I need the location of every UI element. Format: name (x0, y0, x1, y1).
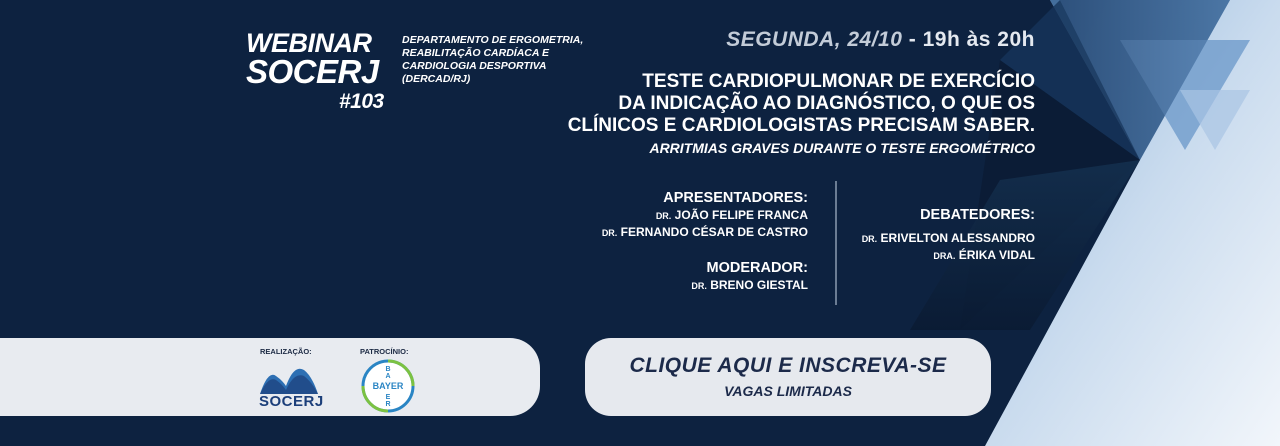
title-line: TESTE CARDIOPULMONAR DE EXERCÍCIO (642, 71, 1035, 92)
person-title: DR. (601, 228, 618, 238)
person-title: DR. (691, 281, 707, 291)
webinar-title-line1: WEBINAR (246, 28, 372, 58)
debaters-column (862, 206, 1035, 264)
title-line: CLÍNICOS E CARDIOLOGISTAS PRECISAM SABER. (567, 115, 1035, 136)
column-divider (835, 181, 837, 305)
svg-text:A: A (385, 373, 391, 380)
title-line: DA INDICAÇÃO AO DIAGNÓSTICO, O QUE OS (618, 93, 1035, 114)
presenter-name (602, 207, 808, 224)
socerj-logo-text: SOCERJ (259, 393, 324, 410)
person-name: ÉRIKA VIDAL (958, 248, 1035, 262)
department-line: REABILITAÇÃO CARDÍACA E (402, 47, 549, 59)
bayer-horizontal-word: BAYER (372, 381, 404, 391)
event-time: - 19h às 20h (908, 28, 1035, 51)
webinar-title-line2: SOCERJ (246, 53, 379, 90)
person-name: ERIVELTON ALESSANDRO (880, 231, 1035, 245)
realizacao-label: REALIZAÇÃO: (260, 347, 312, 356)
debater-name (862, 247, 1035, 264)
person-title: DRA. (933, 251, 956, 261)
person-title: DR. (655, 211, 672, 221)
register-button-label: CLIQUE AQUI E INSCREVA-SE (629, 354, 947, 377)
moderator-name (602, 277, 808, 294)
debater-name (862, 230, 1035, 247)
person-name: FERNANDO CÉSAR DE CASTRO (620, 225, 808, 239)
svg-text:E: E (385, 394, 391, 401)
patrocinio-label: PATROCÍNIO: (360, 347, 409, 356)
event-schedule (726, 28, 1035, 52)
register-button[interactable] (585, 338, 991, 416)
presenter-name (602, 224, 808, 241)
limited-spots-label: VAGAS LIMITADAS (724, 383, 852, 399)
department-line: CARDIOLOGIA DESPORTIVA (402, 60, 547, 72)
person-name: BRENO GIESTAL (710, 278, 808, 292)
moderator-heading: MODERADOR: (706, 260, 808, 276)
svg-text:B: B (385, 366, 391, 373)
presenters-heading: APRESENTADORES: (663, 190, 808, 206)
event-date: SEGUNDA, 24/10 (726, 28, 903, 51)
presenters-moderator-column (602, 189, 808, 294)
event-title (568, 71, 1035, 158)
bayer-cross-logo (360, 358, 416, 414)
department-line: DEPARTAMENTO DE ERGOMETRIA, (402, 34, 584, 46)
svg-text:R: R (385, 401, 391, 408)
person-name: JOÃO FELIPE FRANCA (674, 208, 808, 222)
event-subtitle: ARRITMIAS GRAVES DURANTE O TESTE ERGOMÉTRICO (649, 140, 1035, 156)
person-title: DR. (861, 234, 878, 244)
webinar-number: #103 (339, 90, 384, 113)
department-line: (DERCAD/RJ) (402, 73, 471, 85)
debaters-heading: DEBATEDORES: (920, 207, 1035, 223)
